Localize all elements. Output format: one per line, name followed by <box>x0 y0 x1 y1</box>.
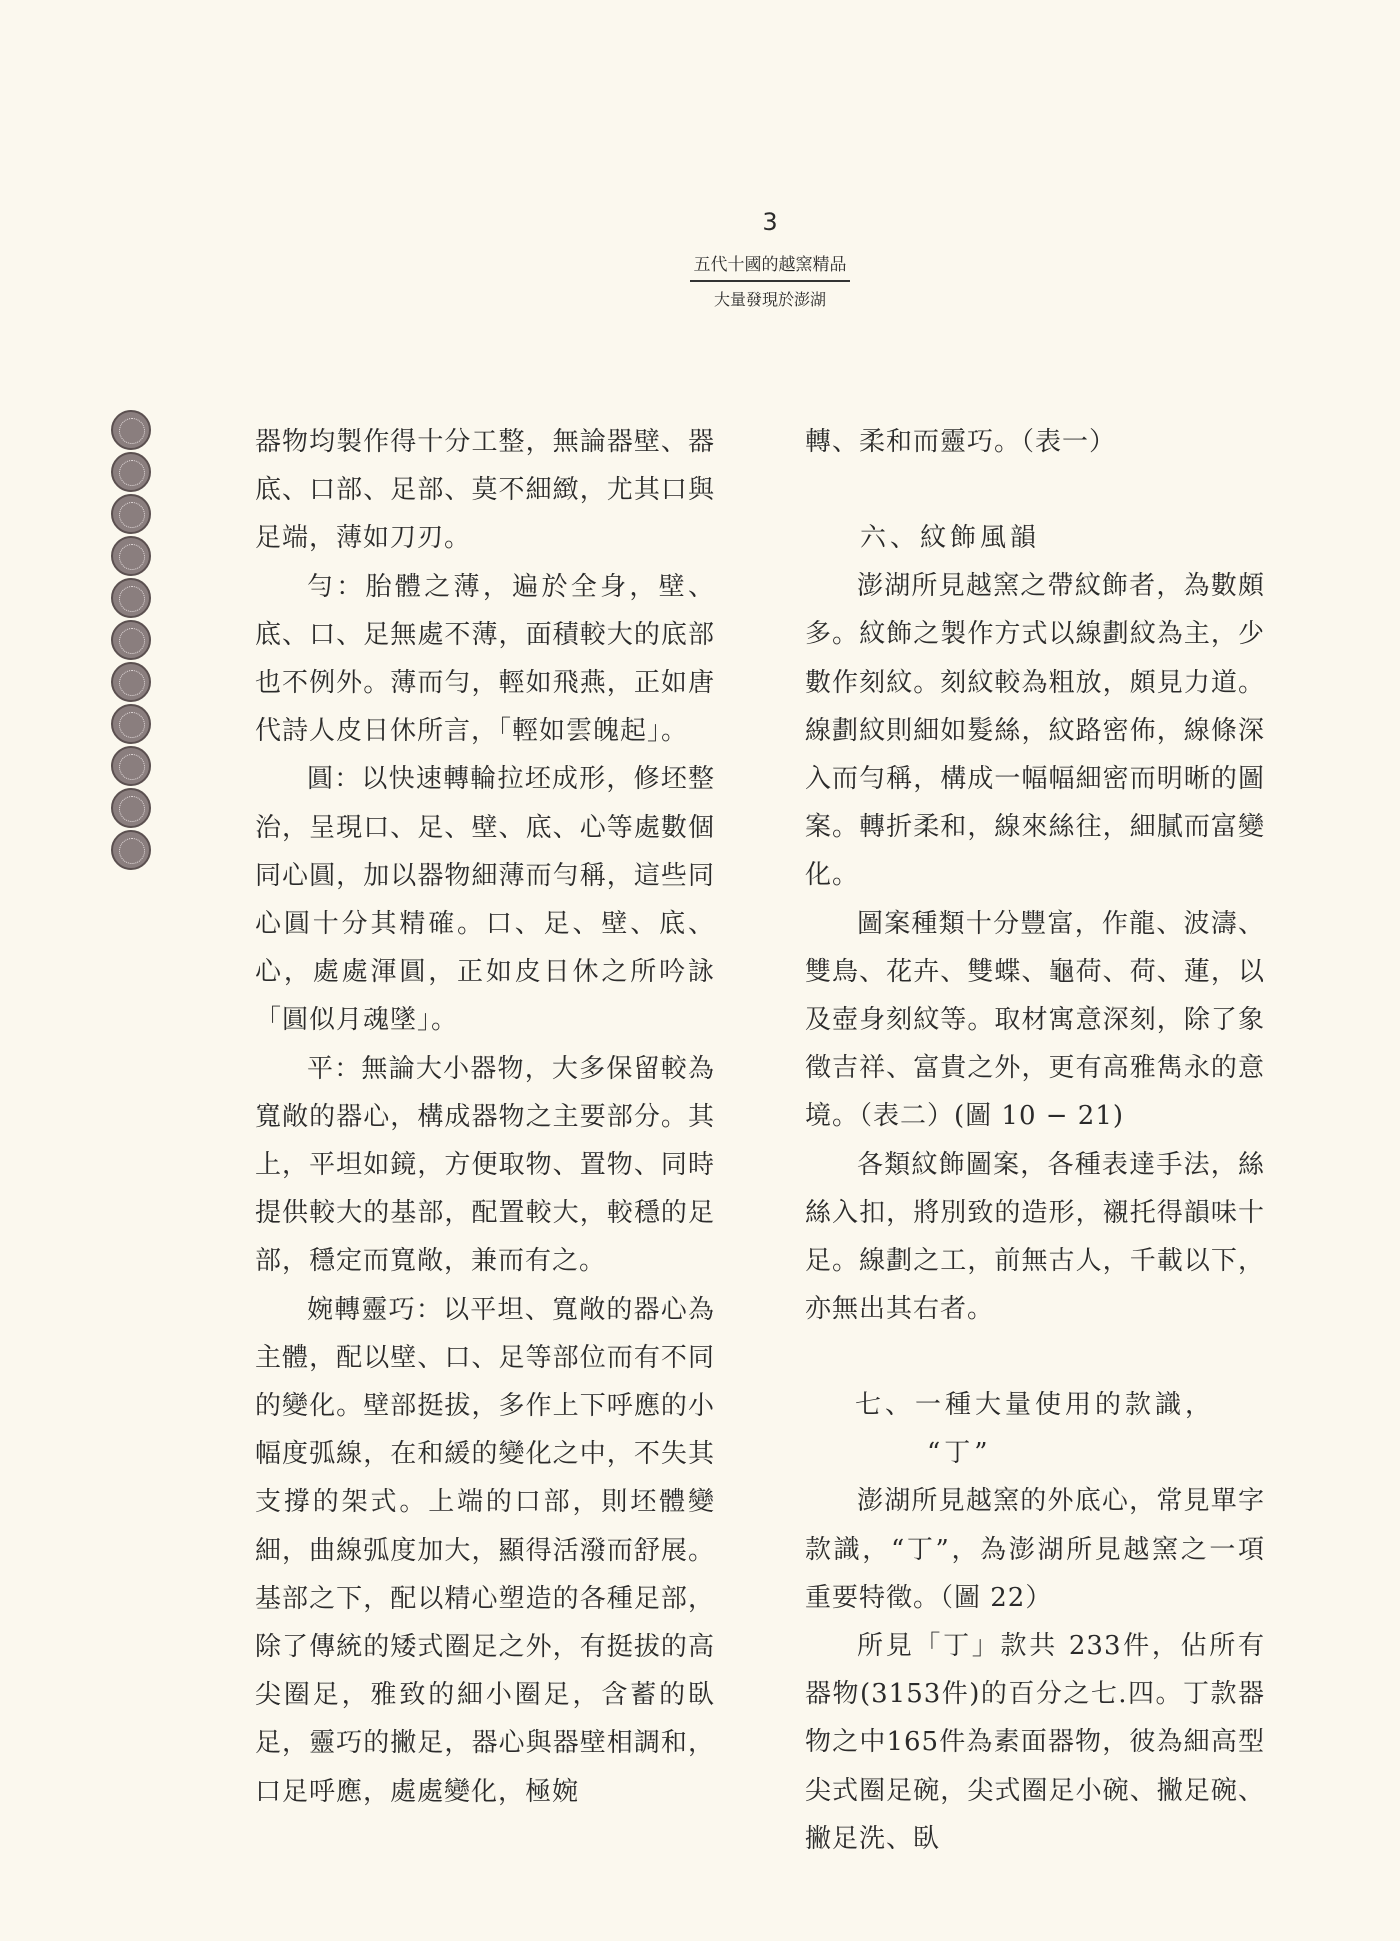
paragraph: 器物均製作得十分工整，無論器壁、器底、口部、足部、莫不細緻，尤其口與足端，薄如刀刃。 <box>255 427 715 554</box>
paragraph: 圖案種類十分豐富，作龍、波濤、雙鳥、花卉、雙蝶、龜荷、荷、蓮，以及壺身刻紋等。取材寓意深刻，除了象徵吉祥、富貴之外，更有高雅雋永的意境。（表二）(圖 10 − 21) <box>805 908 1265 1132</box>
seal-icon <box>111 578 151 618</box>
section-heading-line: “丁” <box>927 1438 992 1469</box>
paragraph: 所見「丁」款共 233件，佔所有器物(3153件)的百分之七.四。丁款器物之中165件為素面器物，彼為細高型尖式圈足碗，尖式圈足小碗、撇足碗、撇足洗、臥 <box>805 1631 1265 1854</box>
seal-icon <box>111 830 151 870</box>
running-head-subtitle: 大量發現於澎湖 <box>713 290 826 309</box>
paragraph: 勻：胎體之薄，遍於全身，壁、底、口、足無處不薄，面積較大的底部也不例外。薄而勻，輕如飛燕，正如唐代詩人皮日休所言，「輕如雲魄起」。 <box>255 571 715 747</box>
paragraph: 各類紋飾圖案，各種表達手法，絲絲入扣，將別致的造形，襯托得韻味十足。線劃之工，前無古人，千載以下，亦無出其右者。 <box>805 1149 1265 1325</box>
running-head-title: 五代十國的越窯精品 <box>690 250 850 282</box>
section-heading: 六、紋飾風韻 <box>860 523 1041 554</box>
seal-icon <box>111 494 151 534</box>
seal-icon <box>111 746 151 786</box>
seal-icon <box>111 620 151 660</box>
section-heading <box>805 1381 1265 1477</box>
seal-icon <box>111 536 151 576</box>
left-text-column <box>255 418 715 1816</box>
decorative-seal-strip <box>108 410 154 870</box>
paragraph: 平：無論大小器物，大多保留較為寬敞的器心，構成器物之主要部分。其上，平坦如鏡，方便取物、置物、同時提供較大的基部，配置較大，較穩的足部，穩定而寬敞，兼而有之。 <box>255 1053 715 1277</box>
section-heading-line: 七、一種大量使用的款識， <box>855 1390 1216 1421</box>
seal-icon <box>111 662 151 702</box>
seal-icon <box>111 704 151 744</box>
seal-icon <box>111 452 151 492</box>
page-number: 3 <box>762 208 778 236</box>
running-head <box>690 250 850 310</box>
paragraph: 澎湖所見越窯之帶紋飾者，為數頗多。紋飾之製作方式以線劃紋為主，少數作刻紋。刻紋較為粗放，頗見力道。線劃紋則細如髮絲，紋路密佈，線條深入而勻稱，構成一幅幅細密而明晰的圖案。轉折柔和，線來絲往，細膩而富變化。 <box>805 571 1265 891</box>
paragraph: 轉、柔和而靈巧。（表一） <box>805 427 1117 457</box>
paragraph: 澎湖所見越窯的外底心，常見單字款識，“丁”，為澎湖所見越窯之一項重要特徵。（圖 22） <box>805 1486 1265 1613</box>
seal-icon <box>111 788 151 828</box>
right-text-column <box>805 418 1265 1863</box>
seal-icon <box>111 410 151 450</box>
paragraph: 婉轉靈巧：以平坦、寬敞的器心為主體，配以壁、口、足等部位而有不同的變化。壁部挺拔，多作上下呼應的小幅度弧線，在和緩的變化之中，不失其支撐的架式。上端的口部，則坯體變細，曲線弧度加大，顯得活潑而舒展。基部之下，配以精心塑造的各種足部，除了傳統的矮式圈足之外，有挺拔的高尖圈足，雅致的細小圈足，含蓄的臥足，靈巧的撇足，器心與器壁相調和，口足呼應，處處變化，極婉 <box>255 1294 715 1807</box>
paragraph: 圓：以快速轉輪拉坯成形，修坯整治，呈現口、足、壁、底、心等處數個同心圓，加以器物細薄而勻稱，這些同心圓十分其精確。口、足、壁、底、心，處處渾圓，正如皮日休之所吟詠「圓似月魂墜」。 <box>255 764 715 1036</box>
